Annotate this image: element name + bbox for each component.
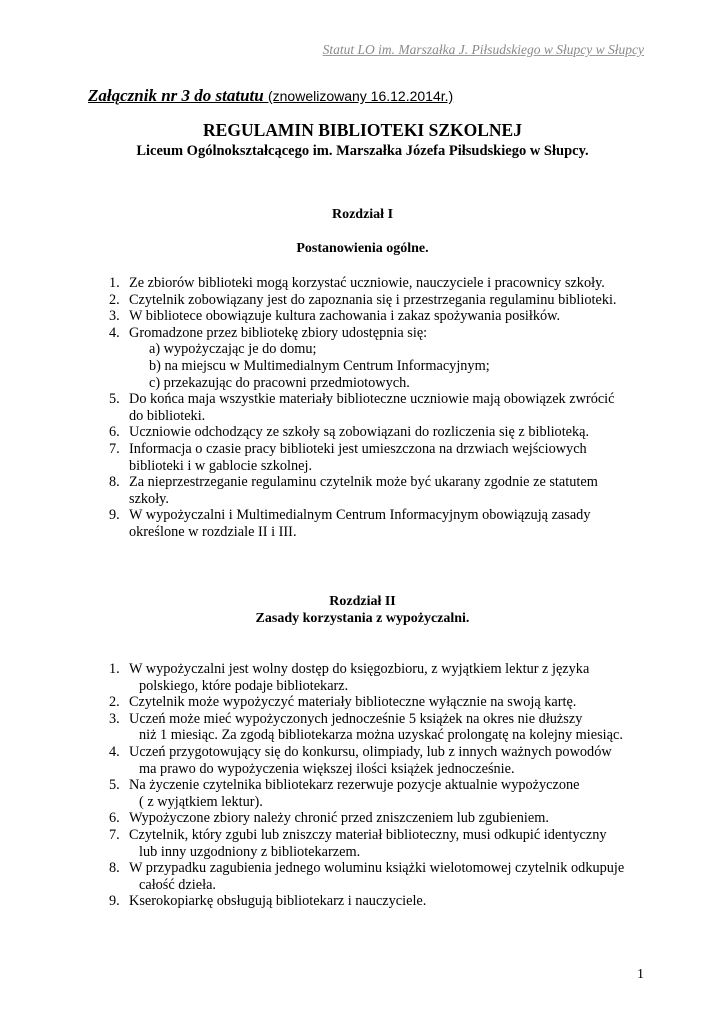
list-item	[88, 744, 648, 777]
list-item-number: 5.	[109, 391, 120, 408]
list-item-line: polskiego, które podaje bibliotekarz.	[139, 677, 349, 694]
list-item-number: 9.	[109, 893, 120, 910]
list-item	[88, 292, 648, 309]
list-item	[88, 308, 648, 325]
document-subtitle: Liceum Ogólnokształcącego im. Marszałka Józefa Piłsudskiego w Słupcy.	[136, 143, 589, 159]
list-item-line: Ze zbiorów biblioteki mogą korzystać uczniowie, nauczyciele i pracownicy szkoły.	[129, 275, 605, 291]
list-item	[88, 474, 648, 507]
list-item-number: 7.	[109, 826, 120, 843]
list-item	[88, 507, 648, 540]
list-item-number: 2.	[109, 291, 120, 308]
list-item-line: Do końca maja wszystkie materiały biblioteczne uczniowie mają obowiązek zwrócić	[129, 391, 615, 408]
list-item	[88, 893, 648, 910]
sub-item: c) przekazując do pracowni przedmiotowych.	[149, 374, 410, 391]
list-item-line: lub inny uzgodniony z bibliotekarzem.	[139, 843, 361, 860]
list-item-line: całość dzieła.	[139, 876, 216, 893]
list-item-line: W bibliotece obowiązuje kultura zachowania i zakaz spożywania posiłków.	[129, 308, 561, 325]
list-item-number: 5.	[109, 777, 120, 794]
sub-item: b) na miejscu w Multimedialnym Centrum Informacyjnym;	[149, 357, 490, 374]
list-item-number: 3.	[109, 710, 120, 727]
annex-label: Załącznik nr 3 do statutu	[88, 86, 268, 105]
list-item-number: 6.	[109, 810, 120, 827]
list-item-number: 7.	[109, 440, 120, 457]
list-item-line: do biblioteki.	[129, 407, 206, 424]
list-item	[88, 661, 648, 694]
list-item-number: 1.	[109, 275, 120, 291]
list-item-line: Gromadzone przez bibliotekę zbiory udostępnia się:	[129, 324, 428, 341]
list-item-line: Kserokopiarkę obsługują bibliotekarz i nauczyciele.	[129, 893, 427, 910]
sub-item: a) wypożyczając je do domu;	[149, 341, 317, 358]
chapter-1-list	[88, 275, 648, 541]
list-item-line: W przypadku zagubienia jednego woluminu książki wielotomowej czytelnik odkupuje	[129, 860, 625, 877]
list-item-line: W wypożyczalni i Multimedialnym Centrum Informacyjnym obowiązują zasady	[129, 507, 591, 524]
list-item	[88, 424, 648, 441]
list-item-line: Na życzenie czytelnika bibliotekarz rezerwuje pozycje aktualnie wypożyczone	[129, 777, 580, 794]
list-item-number: 8.	[109, 474, 120, 491]
running-header: Statut LO im. Marszałka J. Piłsudskiego w Słupcy w Słupcy	[322, 42, 644, 57]
list-item	[88, 827, 648, 860]
list-item-line: określone w rozdziale II i III.	[129, 523, 297, 540]
list-item-number: 2.	[109, 694, 120, 711]
document-title: REGULAMIN BIBLIOTEKI SZKOLNEJ	[203, 120, 522, 140]
list-item-line: niż 1 miesiąc. Za zgodą bibliotekarza można uzyskać prolongatę na kolejny miesiąc.	[139, 727, 623, 744]
list-item	[88, 391, 648, 424]
list-item-number: 4.	[109, 324, 120, 341]
list-item-number: 9.	[109, 507, 120, 524]
list-item	[88, 275, 648, 292]
chapter-1-heading: Rozdział I	[331, 207, 394, 222]
list-item-line: Wypożyczone zbiory należy chronić przed zniszczeniem lub zgubieniem.	[129, 810, 549, 827]
list-item-number: 8.	[109, 860, 120, 877]
list-item	[88, 860, 648, 893]
list-item-line: ( z wyjątkiem lektur).	[139, 793, 263, 810]
list-item	[88, 810, 648, 827]
list-item-line: szkoły.	[129, 490, 169, 507]
list-item-line: Uczeń może mieć wypożyczonych jednocześnie 5 książek na okres nie dłuższy	[129, 710, 583, 727]
chapter-2-heading: Rozdział II	[329, 594, 396, 609]
list-item-line: Czytelnik, który zgubi lub zniszczy materiał biblioteczny, musi odkupić identyczny	[129, 826, 607, 843]
list-item-line: ma prawo do wypożyczenia większej ilości książek jednocześnie.	[139, 760, 515, 777]
list-item	[88, 711, 648, 744]
annex-note: (znowelizowany 16.12.2014r.)	[267, 88, 454, 104]
list-item-line: Za nieprzestrzeganie regulaminu czytelnik może być ukarany zgodnie ze statutem	[129, 474, 598, 491]
list-item-number: 4.	[109, 743, 120, 760]
list-item	[88, 777, 648, 810]
list-item-number: 1.	[109, 661, 120, 677]
list-item-number: 3.	[109, 308, 120, 325]
chapter-2-subheading: Zasady korzystania z wypożyczalni.	[255, 611, 470, 626]
list-item-line: W wypożyczalni jest wolny dostęp do księgozbioru, z wyjątkiem lektur z języka	[129, 661, 590, 677]
list-item-number: 6.	[109, 424, 120, 441]
chapter-1-subheading: Postanowienia ogólne.	[296, 241, 429, 256]
list-item	[88, 694, 648, 711]
list-item-line: Czytelnik może wypożyczyć materiały biblioteczne wyłącznie na swoją kartę.	[129, 694, 577, 711]
list-item	[88, 441, 648, 474]
list-item	[88, 325, 648, 391]
list-item-line: Informacja o czasie pracy biblioteki jest umieszczona na drzwiach wejściowych	[129, 440, 587, 457]
page-number: 1	[637, 967, 644, 982]
chapter-2-list	[88, 661, 648, 910]
annex-heading	[88, 86, 453, 106]
list-item-line: biblioteki i w gablocie szkolnej.	[129, 457, 313, 474]
list-item-line: Czytelnik zobowiązany jest do zapoznania się i przestrzegania regulaminu biblioteki.	[129, 291, 617, 308]
list-item-line: Uczniowie odchodzący ze szkoły są zobowiązani do rozliczenia się z biblioteką.	[129, 424, 590, 441]
list-item-line: Uczeń przygotowujący się do konkursu, olimpiady, lub z innych ważnych powodów	[129, 743, 612, 760]
